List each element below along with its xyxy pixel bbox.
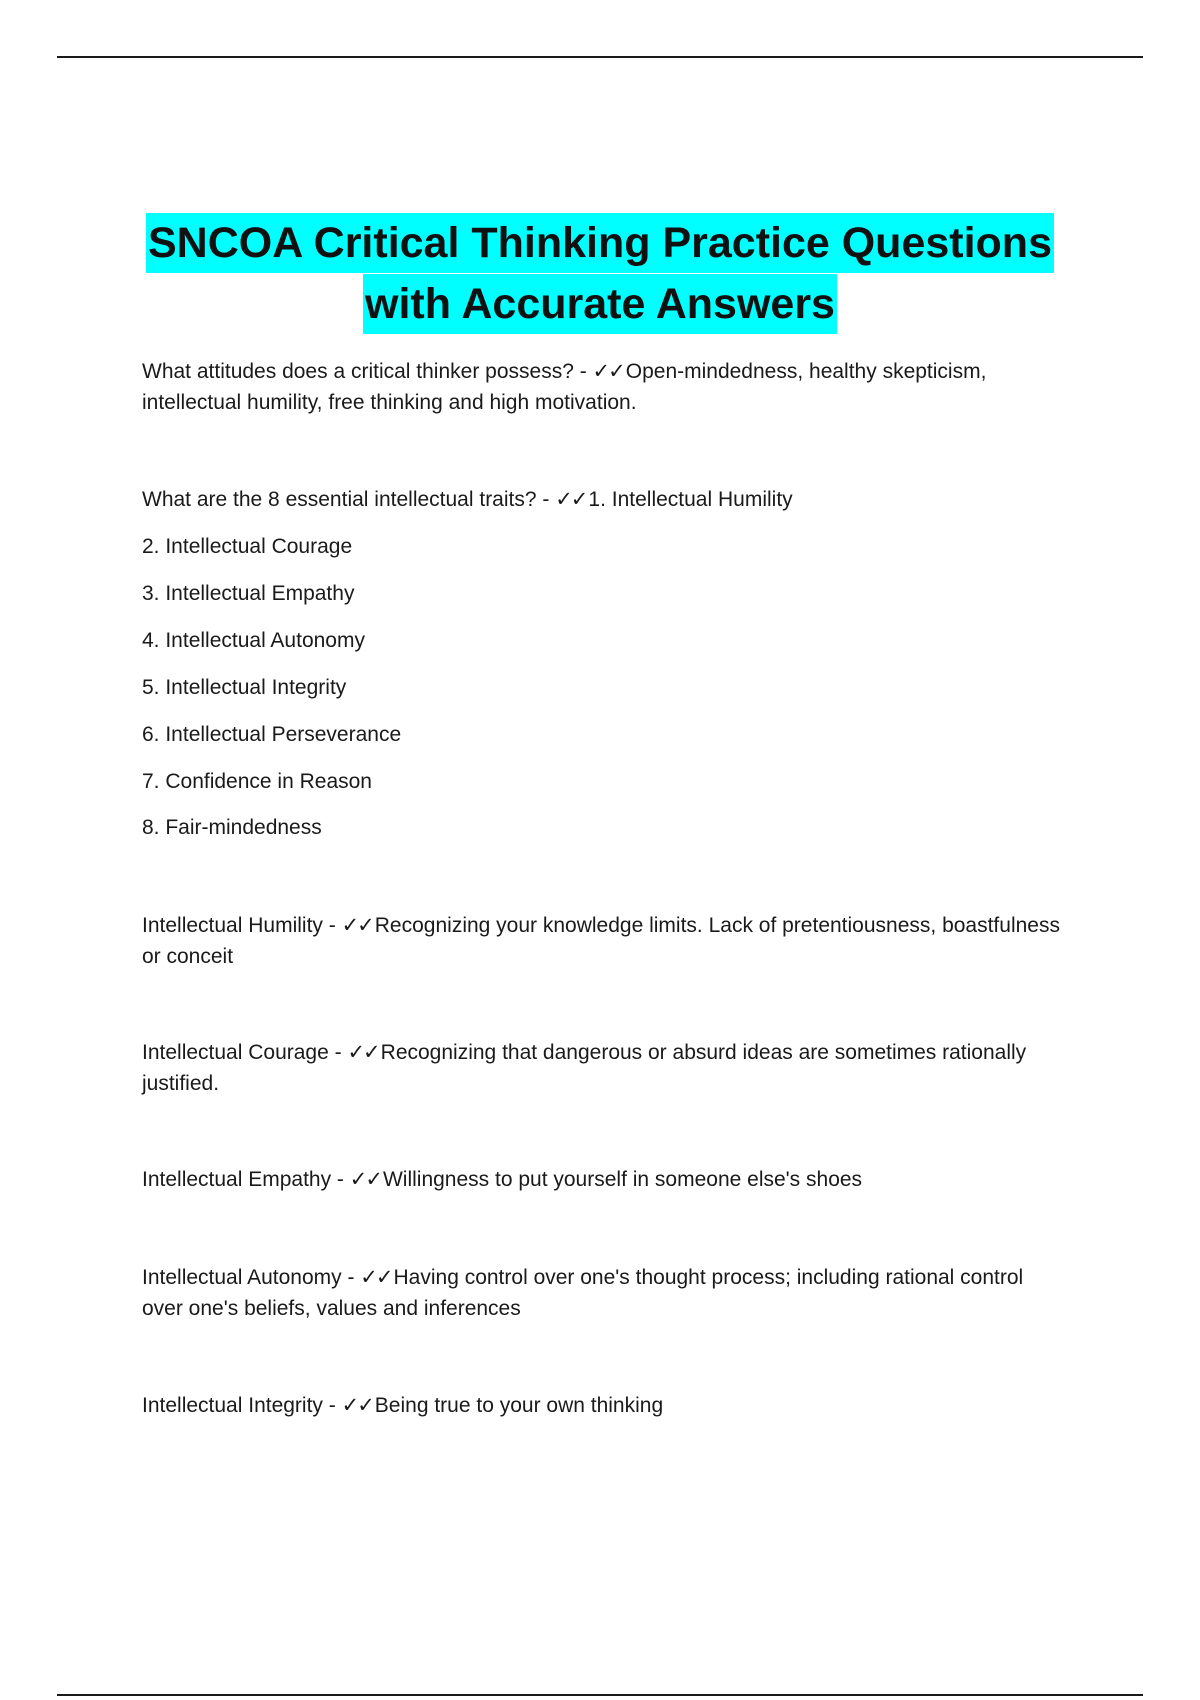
- definition-empathy: [142, 1164, 1062, 1195]
- definition-courage: [142, 1037, 1062, 1099]
- answer-text: Willingness to put yourself in someone else's shoes: [382, 1168, 863, 1191]
- qa-attitudes: [142, 356, 1062, 418]
- definition-integrity: [142, 1390, 1062, 1421]
- check-mark-icon: ✓✓: [347, 1041, 379, 1064]
- answer-text: Having control over one's thought process; including rational control over one's beliefs, values and inferences: [142, 1266, 1024, 1320]
- footer-rule: [57, 1694, 1143, 1696]
- list-item: 6. Intellectual Perseverance: [142, 723, 402, 746]
- question-text: What attitudes does a critical thinker possess? -: [142, 360, 593, 383]
- list-item: 5. Intellectual Integrity: [142, 676, 347, 699]
- definition-autonomy: [142, 1262, 1062, 1324]
- check-mark-icon: ✓✓: [555, 488, 587, 511]
- question-text: What are the 8 essential intellectual traits? -: [142, 488, 556, 511]
- check-mark-icon: ✓✓: [349, 1168, 381, 1191]
- answer-text: 1. Intellectual Humility: [588, 488, 793, 511]
- check-mark-icon: ✓✓: [592, 360, 624, 383]
- term-text: Intellectual Integrity -: [142, 1394, 342, 1417]
- term-text: Intellectual Empathy -: [142, 1168, 350, 1191]
- answer-text: Open-mindedness, healthy skepticism, intellectual humility, free thinking and high motivation.: [142, 360, 987, 414]
- definition-humility: [142, 910, 1062, 972]
- list-item: 3. Intellectual Empathy: [142, 582, 355, 605]
- list-item: 7. Confidence in Reason: [142, 770, 372, 793]
- list-item: 2. Intellectual Courage: [142, 535, 353, 558]
- answer-text: Being true to your own thinking: [374, 1394, 664, 1417]
- term-text: Intellectual Courage -: [142, 1041, 348, 1064]
- header-rule: [57, 56, 1143, 58]
- check-mark-icon: ✓✓: [360, 1266, 392, 1289]
- answer-text: Recognizing your knowledge limits. Lack of pretentiousness, boastfulness or conceit: [142, 914, 1060, 968]
- title-line-1: SNCOA Critical Thinking Practice Questions: [146, 213, 1054, 273]
- term-text: Intellectual Humility -: [142, 914, 342, 937]
- term-text: Intellectual Autonomy -: [142, 1266, 361, 1289]
- qa-traits: [142, 484, 1062, 515]
- check-mark-icon: ✓✓: [341, 1394, 373, 1417]
- check-mark-icon: ✓✓: [341, 914, 373, 937]
- list-item: 4. Intellectual Autonomy: [142, 629, 365, 652]
- document-title: [0, 213, 1200, 335]
- title-line-2: with Accurate Answers: [363, 274, 837, 334]
- answer-text: Recognizing that dangerous or absurd ideas are sometimes rationally justified.: [142, 1041, 1027, 1095]
- list-item: 8. Fair-mindedness: [142, 816, 322, 839]
